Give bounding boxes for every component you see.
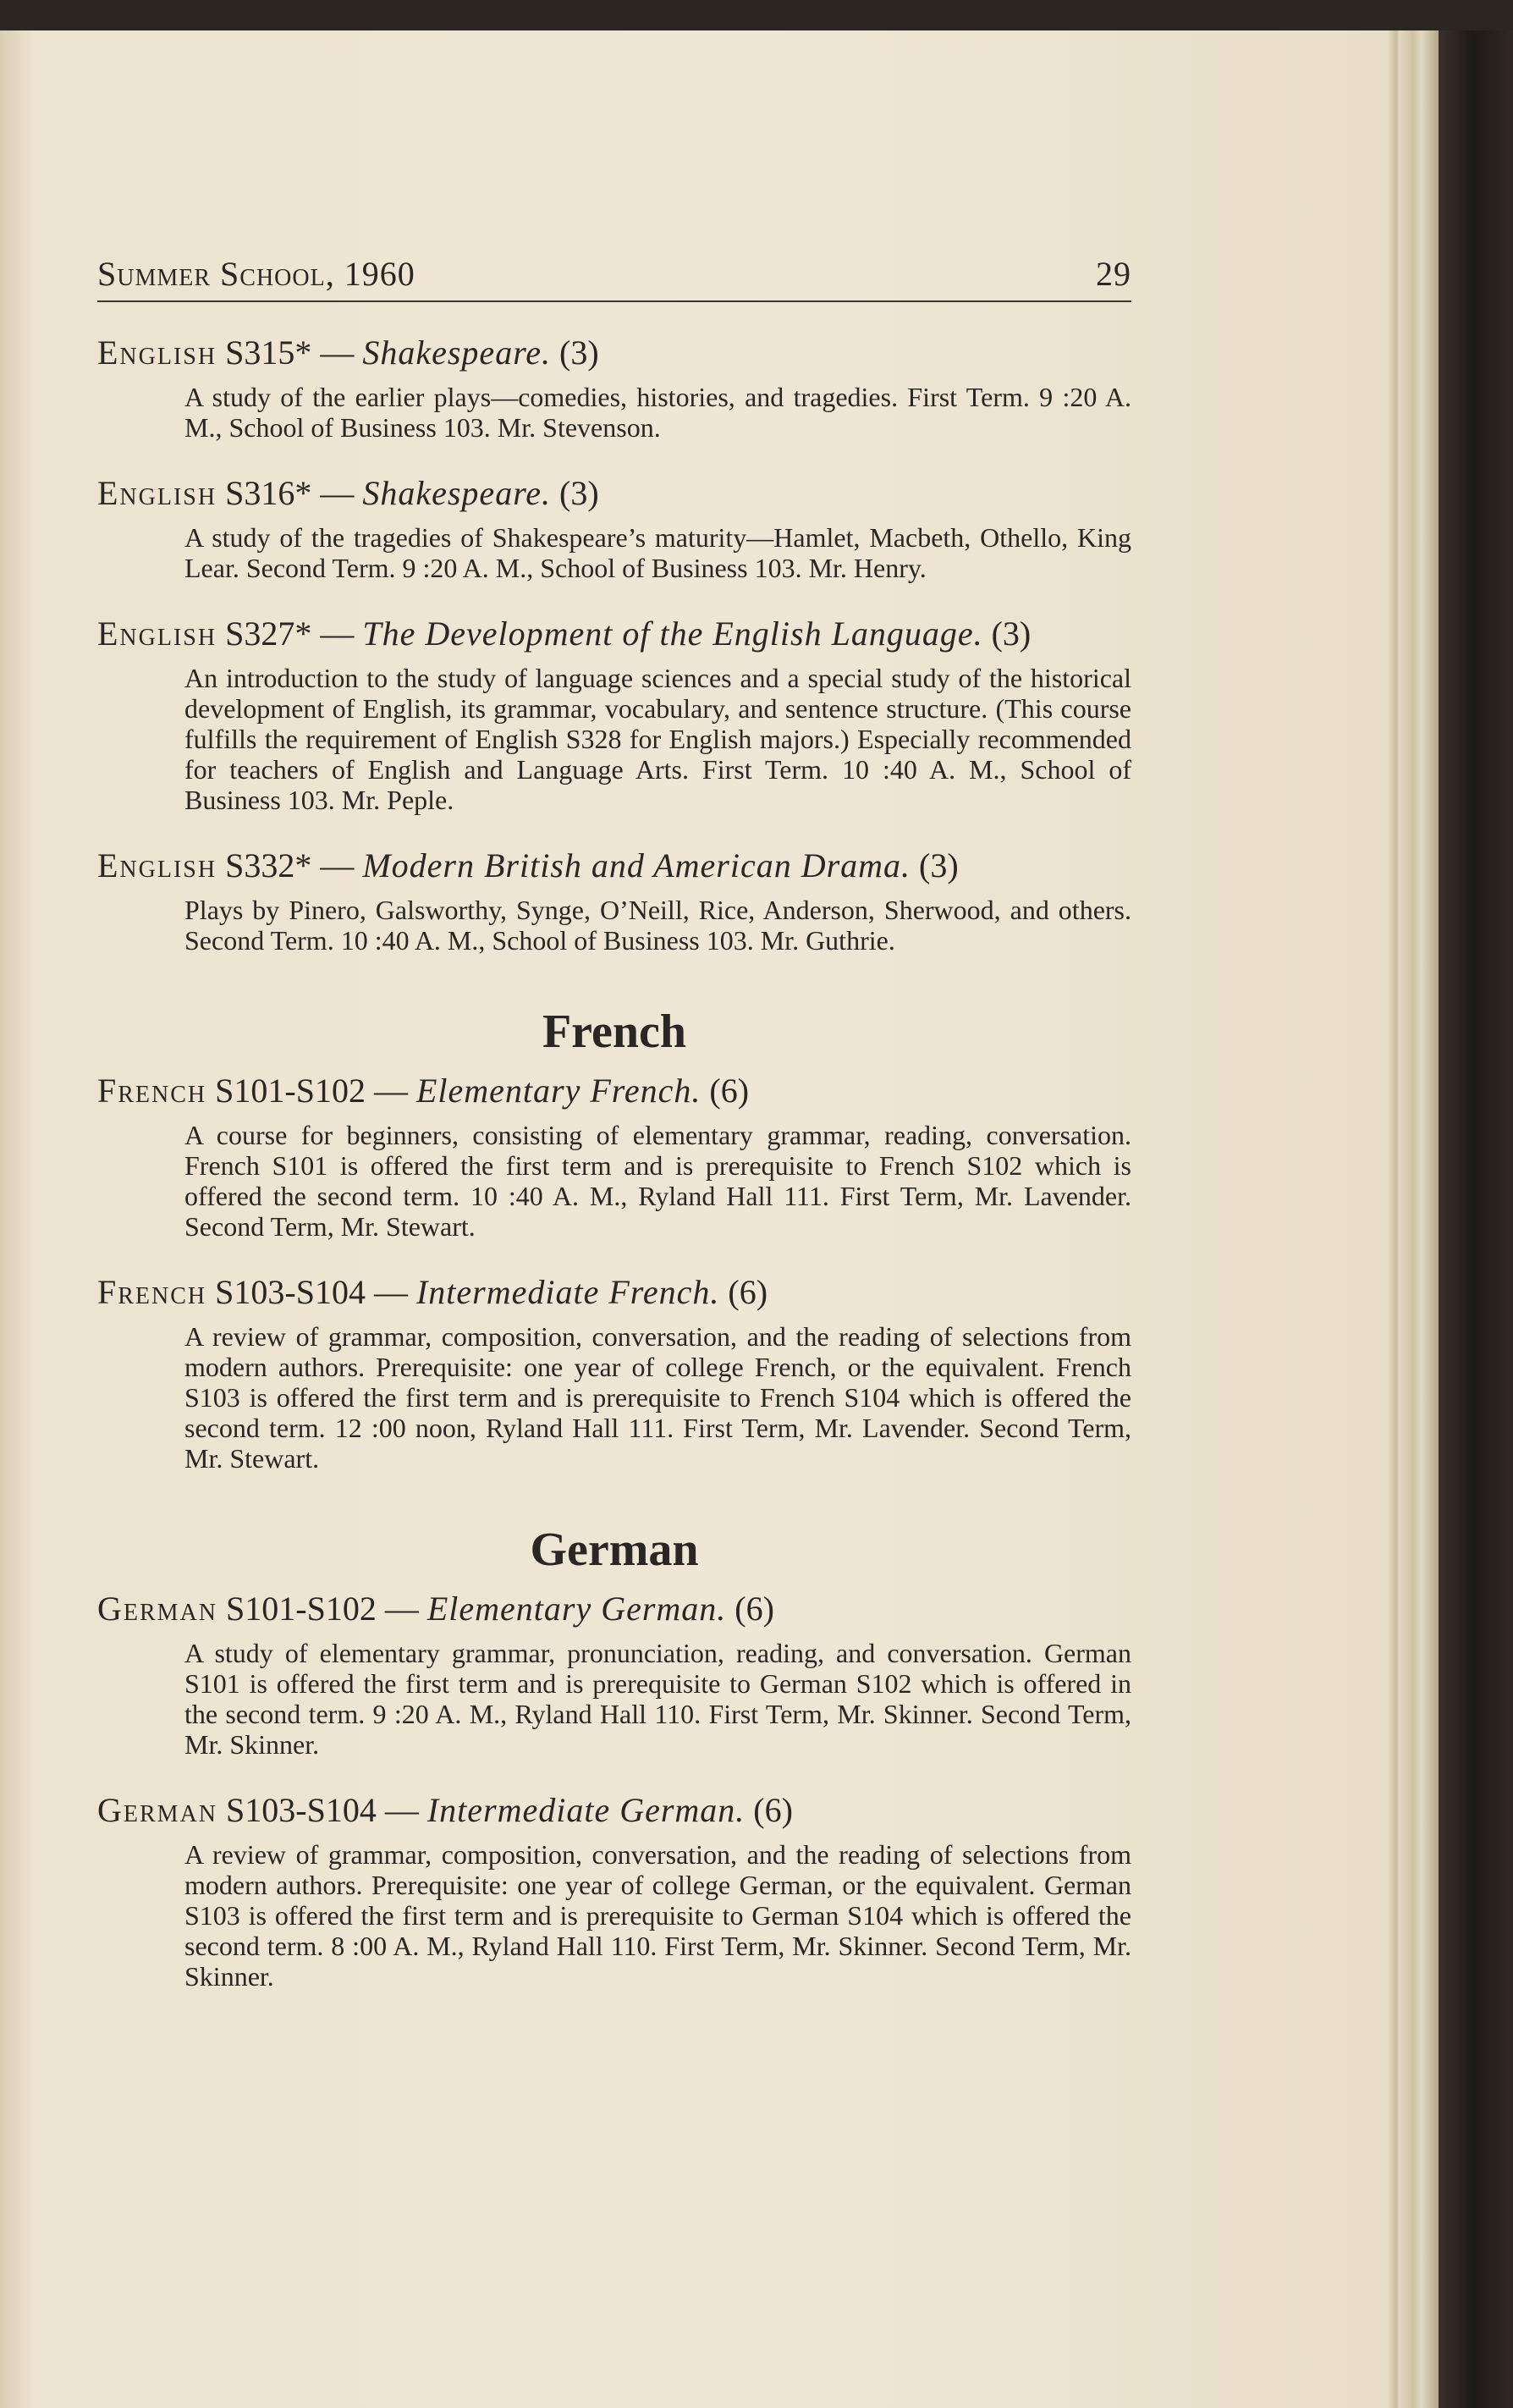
course-number: S103-S104 — [226, 1791, 377, 1829]
course-entry — [97, 1790, 1131, 1992]
page-content — [97, 254, 1131, 1992]
course-title — [97, 1589, 1131, 1629]
section-english — [97, 333, 1131, 956]
course-number: S103-S104 — [215, 1273, 366, 1311]
running-title: Summer School, 1960 — [97, 255, 415, 293]
course-number: S315* — [225, 333, 312, 372]
page-gutter — [1388, 30, 1439, 2408]
course-title — [97, 333, 1131, 373]
course-dash: — — [311, 474, 363, 512]
course-credits: (6) — [745, 1791, 793, 1829]
course-description: A review of grammar, composition, conversation, and the reading of selections from modern authors. Prerequisite: one year of college French, or the equivalent. French S103 is offered the first term and is prerequisite to French S104 which is offered the second term. 12 :00 noon, Ryland Hall 111. First Term, Mr. Lavender. Second Term, Mr. Stewart. — [184, 1321, 1131, 1474]
course-department: German — [97, 1791, 218, 1829]
course-name: Modern British and American Drama. — [362, 846, 911, 884]
course-department: English — [97, 614, 217, 653]
running-header — [97, 254, 1131, 302]
course-name: Elementary German. — [426, 1590, 727, 1628]
course-dash: — — [376, 1791, 427, 1829]
course-dash: — — [365, 1072, 416, 1110]
course-dash: — — [376, 1590, 427, 1628]
course-credits: (3) — [911, 846, 959, 884]
course-number: S101-S102 — [226, 1590, 377, 1628]
course-name: The Development of the English Language. — [362, 614, 983, 653]
course-title — [97, 1071, 1131, 1111]
course-description: A course for beginners, consisting of elementary grammar, reading, conversation. French S101 is offered the first term and is prerequisite to French S102 which is offered the second term. 10 :40 A. M., Ryland Hall 111. First Term, Mr. Lavender. Second Term, Mr. Stewart. — [184, 1120, 1131, 1242]
course-title — [97, 614, 1131, 654]
course-credits: (6) — [719, 1273, 768, 1311]
section-german — [97, 1523, 1131, 1992]
course-description: A study of elementary grammar, pronunciation, reading, and conversation. German S101 is offered the first term and is prerequisite to German S102 which is offered in the second term. 9 :20 A. M., Ryland Hall 110. First Term, Mr. Skinner. Second Term, Mr. Skinner. — [184, 1638, 1131, 1760]
course-entry — [97, 1272, 1131, 1474]
section-heading: French — [542, 1006, 687, 1058]
course-entry — [97, 1589, 1131, 1760]
course-department: French — [97, 1273, 207, 1311]
course-department: German — [97, 1590, 218, 1628]
course-entry — [97, 614, 1131, 815]
course-description: An introduction to the study of language sciences and a special study of the historical development of English, its grammar, vocabulary, and sentence structure. (This course fulfills the requirement of English S328 for English majors.) Especially recommended for teachers of English and Language Arts. First Term. 10 :40 A. M., School of Business 103. Mr. Peple. — [184, 663, 1131, 815]
course-dash: — — [365, 1273, 416, 1311]
course-department: English — [97, 474, 217, 512]
course-description: A review of grammar, composition, conversation, and the reading of selections from modern authors. Prerequisite: one year of college German, or the equivalent. German S103 is offered the first term and is prerequisite to German S104 which is offered the second term. 8 :00 A. M., Ryland Hall 110. First Term, Mr. Skinner. Second Term, Mr. Skinner. — [184, 1839, 1131, 1992]
course-credits: (3) — [551, 333, 599, 372]
course-dash: — — [311, 614, 363, 653]
course-description: Plays by Pinero, Galsworthy, Synge, O’Neill, Rice, Anderson, Sherwood, and others. Second Term. 10 :40 A. M., School of Business 103. Mr. Guthrie. — [184, 895, 1131, 956]
course-title — [97, 846, 1131, 886]
course-title — [97, 473, 1131, 514]
course-number: S316* — [225, 474, 312, 512]
course-entry — [97, 846, 1131, 956]
course-description: A study of the earlier plays—comedies, histories, and tragedies. First Term. 9 :20 A. M., School of Business 103. Mr. Stevenson. — [184, 382, 1131, 443]
course-credits: (3) — [551, 474, 599, 512]
course-title — [97, 1272, 1131, 1313]
course-entry — [97, 333, 1131, 443]
course-name: Shakespeare. — [362, 333, 552, 372]
course-name: Intermediate French. — [415, 1273, 720, 1311]
course-department: English — [97, 333, 217, 372]
course-title — [97, 1790, 1131, 1831]
course-credits: (3) — [982, 614, 1032, 653]
course-credits: (6) — [726, 1590, 774, 1628]
section-heading: German — [530, 1524, 699, 1576]
course-name: Shakespeare. — [362, 474, 552, 512]
book-cover-edge — [1439, 30, 1513, 2408]
course-dash: — — [311, 846, 363, 884]
section-french — [97, 1005, 1131, 1474]
course-number: S327* — [225, 614, 312, 653]
page-number: 29 — [1096, 255, 1131, 293]
course-description: A study of the tragedies of Shakespeare’s maturity—Hamlet, Macbeth, Othello, King Lear. Second Term. 9 :20 A. M., School of Business 103. Mr. Henry. — [184, 522, 1131, 583]
course-name: Intermediate German. — [426, 1791, 745, 1829]
course-number: S101-S102 — [215, 1072, 366, 1110]
course-department: French — [97, 1072, 207, 1110]
course-dash: — — [311, 333, 363, 372]
course-name: Elementary French. — [415, 1072, 701, 1110]
course-number: S332* — [225, 846, 312, 884]
course-entry — [97, 473, 1131, 583]
course-entry — [97, 1071, 1131, 1242]
course-department: English — [97, 846, 217, 884]
course-credits: (6) — [701, 1072, 750, 1110]
